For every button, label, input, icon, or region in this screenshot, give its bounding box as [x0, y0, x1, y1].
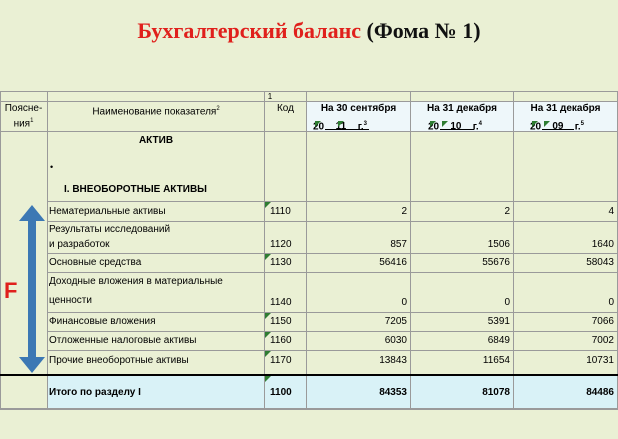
row-value-period-1: 56416 [379, 257, 407, 268]
title-main: Бухгалтерский баланс [137, 18, 362, 43]
row-value-period-3: 7002 [591, 335, 614, 346]
annotation-letter-f: F [4, 278, 18, 303]
table-row-label: Результаты исследований и разработок [49, 224, 171, 250]
title-form-number: (Фома № 1) [366, 18, 481, 43]
total-value-period-2: 81078 [482, 387, 510, 398]
row-value-period-3: 4 [608, 206, 614, 217]
row-value-period-2: 1506 [487, 239, 510, 250]
header-indicator-name: Наименование показателя$^2$ [92, 106, 220, 118]
total-value-period-3: 84486 [586, 387, 614, 398]
row-value-period-1: 7205 [384, 316, 407, 327]
table-row-label: Нематериальные активы [49, 206, 166, 217]
table-row-label: Прочие внеоборотные активы [49, 355, 189, 366]
row-value-period-3: 10731 [586, 355, 614, 366]
double-arrow-icon [18, 204, 46, 374]
table-row-label: Отложенные налоговые активы [49, 335, 197, 346]
row-value-period-2: 55676 [482, 257, 510, 268]
row-value-period-3: 58043 [586, 257, 614, 268]
row-value-period-1: 6030 [384, 335, 407, 346]
row-code: 1110 [270, 206, 291, 217]
header-year-3: 20 09 г.$^5$ [530, 121, 584, 131]
section-aktiv: АКТИВ [138, 135, 174, 146]
row-code: 1140 [270, 297, 292, 308]
row-value-period-3: 7066 [591, 316, 614, 327]
balance-sheet-table [0, 91, 618, 410]
header-code: Код [276, 103, 294, 114]
header-notes: Поясне- ния$^1$ [4, 103, 43, 130]
row-value-period-1: 13843 [379, 355, 407, 366]
row-code: 1150 [270, 316, 292, 327]
header-period-1: На 30 сентября [320, 103, 397, 114]
table-row-label: Финансовые вложения [49, 316, 156, 327]
row-value-period-2: 11654 [482, 355, 510, 366]
table-row-label: Основные средства [49, 257, 142, 268]
header-period-2: На 31 декабря [427, 103, 497, 114]
header-year-1: 20 11 г.$^3$ [313, 121, 367, 131]
row-value-period-2: 5391 [487, 316, 510, 327]
section-noncurrent-assets: I. ВНЕОБОРОТНЫЕ АКТИВЫ [64, 184, 207, 195]
total-value-period-1: 84353 [379, 387, 407, 398]
header-year-2: 20 10 г.$^4$ [428, 121, 482, 131]
row-value-period-2: 0 [504, 297, 510, 308]
row-value-period-3: 1640 [591, 239, 614, 250]
row-code: 1120 [270, 239, 292, 250]
row-value-period-1: 857 [390, 239, 407, 250]
row-value-period-1: 0 [401, 297, 407, 308]
column-number: 1 [267, 92, 273, 101]
total-row-label: Итого по разделу I [49, 387, 141, 398]
row-value-period-2: 2 [504, 206, 510, 217]
document-title [0, 18, 618, 44]
row-code: 1170 [270, 355, 292, 366]
row-value-period-2: 6849 [487, 335, 510, 346]
header-period-3: На 31 декабря [530, 103, 601, 114]
row-code: 1130 [270, 257, 292, 268]
row-value-period-1: 2 [401, 206, 407, 217]
total-row-code: 1100 [270, 387, 292, 398]
row-value-period-3: 0 [608, 297, 614, 308]
row-code: 1160 [270, 335, 292, 346]
table-row-label: Доходные вложения в материальные ценности [49, 276, 223, 306]
bullet: • [50, 162, 54, 172]
